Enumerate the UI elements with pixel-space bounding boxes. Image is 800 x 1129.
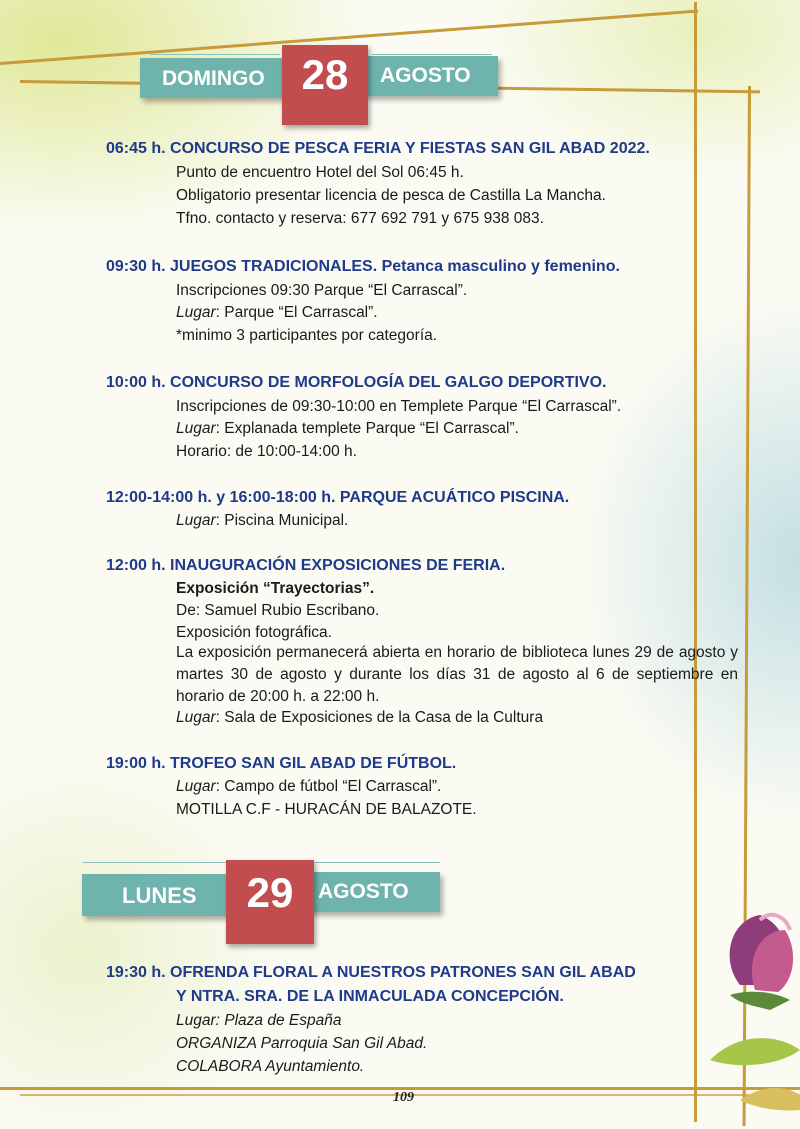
event-title: 12:00-14:00 h. y 16:00-18:00 h. PARQUE ACUÁTICO PISCINA. <box>106 489 570 506</box>
event-detail: Inscripciones 09:30 Parque “El Carrascal”. <box>176 282 468 299</box>
frame-line-right <box>694 2 697 1122</box>
banner-deco-line <box>372 54 492 55</box>
event-detail: MOTILLA C.F - HURACÁN DE BALAZOTE. <box>176 801 477 818</box>
lugar-value: : Piscina Municipal. <box>215 512 349 529</box>
day1-number-box <box>282 45 368 125</box>
day1-month: AGOSTO <box>380 64 471 87</box>
day1-weekday-ribbon <box>140 58 282 98</box>
day2-month-ribbon <box>306 872 440 912</box>
day1-number: 28 <box>301 51 349 98</box>
lugar-value: : Campo de fútbol “El Carrascal”. <box>215 778 442 795</box>
lugar-label: Lugar <box>176 709 216 726</box>
day2-weekday: LUNES <box>122 883 197 908</box>
lugar-value: : Explanada templete Parque “El Carrascal”. <box>215 420 519 437</box>
lugar-label: Lugar <box>176 304 216 321</box>
day1-weekday: DOMINGO <box>162 67 265 90</box>
event-location <box>176 778 441 796</box>
day1-month-ribbon <box>362 56 498 96</box>
event-detail: ORGANIZA Parroquia San Gil Abad. <box>176 1035 428 1052</box>
event-location <box>176 304 378 322</box>
event-subtitle: Exposición “Trayectorias”. <box>176 580 375 597</box>
event-paragraph: La exposición permanecerá abierta en horario de biblioteca lunes 29 de agosto y martes 30 de agosto y durante los días 31 de agosto al 6 de septiembre en horario de 20:00 h. a 22:00 h. <box>176 644 738 705</box>
event-detail: Tfno. contacto y reserva: 677 692 791 y 675 938 083. <box>176 210 544 227</box>
day2-number: 29 <box>246 869 294 916</box>
event-location <box>176 709 543 727</box>
event-title: 09:30 h. JUEGOS TRADICIONALES. Petanca masculino y femenino. <box>106 258 620 275</box>
event-title: 06:45 h. CONCURSO DE PESCA FERIA Y FIESTAS SAN GIL ABAD 2022. <box>106 140 650 157</box>
flower-illustration <box>700 900 800 1120</box>
event-location <box>176 512 348 530</box>
page-number: 109 <box>393 1090 414 1105</box>
event-title: 19:00 h. TROFEO SAN GIL ABAD DE FÚTBOL. <box>106 755 457 772</box>
event-detail: Obligatorio presentar licencia de pesca de Castilla La Mancha. <box>176 187 606 204</box>
event-detail: COLABORA Ayuntamiento. <box>176 1058 365 1075</box>
event-location: Lugar: Plaza de España <box>176 1012 342 1029</box>
event-title: 19:30 h. OFRENDA FLORAL A NUESTROS PATRONES SAN GIL ABAD <box>106 964 636 981</box>
banner-deco-line <box>310 862 440 863</box>
event-title: 12:00 h. INAUGURACIÓN EXPOSICIONES DE FERIA. <box>106 557 506 574</box>
lugar-label: Lugar <box>176 512 216 529</box>
event-title: 10:00 h. CONCURSO DE MORFOLOGÍA DEL GALGO DEPORTIVO. <box>106 374 607 391</box>
lugar-value: : Parque “El Carrascal”. <box>215 304 378 321</box>
day2-number-box <box>226 860 314 944</box>
event-detail: Punto de encuentro Hotel del Sol 06:45 h. <box>176 164 464 181</box>
lugar-label: Lugar <box>176 420 216 437</box>
event-location <box>176 420 519 438</box>
event-detail: *minimo 3 participantes por categoría. <box>176 327 438 344</box>
day2-weekday-ribbon <box>82 874 232 916</box>
event-detail: Exposición fotográfica. <box>176 624 332 641</box>
event-detail: Horario: de 10:00-14:00 h. <box>176 443 357 460</box>
lugar-value: : Sala de Exposiciones de la Casa de la Cultura <box>215 709 544 726</box>
event-title: Y NTRA. SRA. DE LA INMACULADA CONCEPCIÓN. <box>176 988 564 1005</box>
day2-month: AGOSTO <box>318 880 409 903</box>
banner-deco-line <box>82 862 232 863</box>
banner-deco-line <box>150 54 280 55</box>
lugar-label: Lugar <box>176 778 216 795</box>
event-detail: Inscripciones de 09:30-10:00 en Templete Parque “El Carrascal”. <box>176 398 622 415</box>
event-detail: De: Samuel Rubio Escribano. <box>176 602 380 619</box>
